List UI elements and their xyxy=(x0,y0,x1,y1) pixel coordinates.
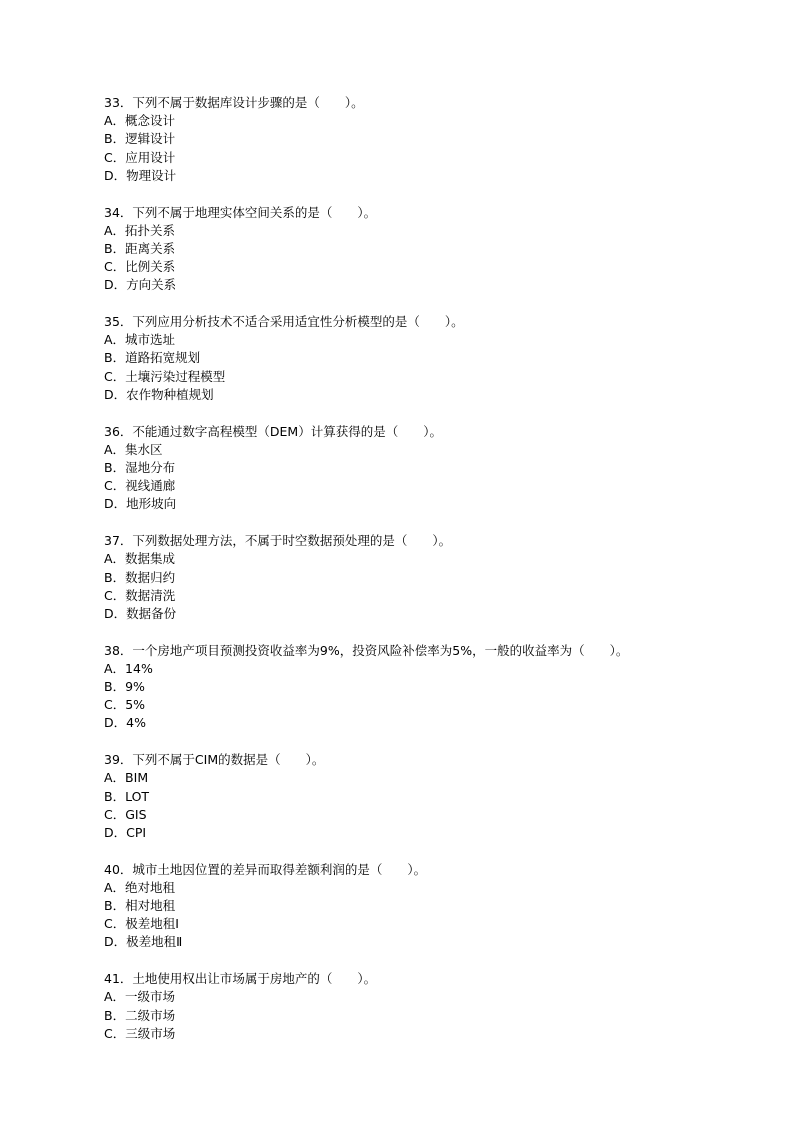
option-a: A．集水区 xyxy=(104,441,163,457)
option-d: D．CPI xyxy=(104,824,147,840)
option-d: D．地形坡向 xyxy=(104,496,177,512)
option-c: C．极差地租Ⅰ xyxy=(104,916,179,932)
option-b: B．相对地租 xyxy=(104,898,176,914)
option-c: C．GIS xyxy=(104,806,147,822)
question-stem: 41．土地使用权出让市场属于房地产的（ ）。 xyxy=(104,971,377,987)
question-37 xyxy=(104,532,764,623)
option-c: C．5% xyxy=(104,697,146,713)
option-a: A．概念设计 xyxy=(104,113,176,129)
option-b: B．数据归约 xyxy=(104,569,176,585)
question-stem: 37．下列数据处理方法，不属于时空数据预处理的是（ ）。 xyxy=(104,533,452,549)
option-a: A．BIM xyxy=(104,770,149,786)
question-40 xyxy=(104,861,764,952)
option-c: C．三级市场 xyxy=(104,1025,176,1041)
option-b: B．逻辑设计 xyxy=(104,131,176,147)
option-b: B．道路拓宽规划 xyxy=(104,350,201,366)
option-c: C．土壤污染过程模型 xyxy=(104,368,226,384)
option-d: D．4% xyxy=(104,715,146,731)
option-a: A．拓扑关系 xyxy=(104,222,176,238)
question-34 xyxy=(104,204,764,295)
exam-page xyxy=(104,94,764,1062)
option-a: A．14% xyxy=(104,660,153,676)
question-39 xyxy=(104,751,764,842)
question-stem: 39．下列不属于CIM的数据是（ ）。 xyxy=(104,752,325,768)
option-d: D．方向关系 xyxy=(104,277,177,293)
option-b: B．LOT xyxy=(104,788,150,804)
option-b: B．9% xyxy=(104,679,145,695)
question-38 xyxy=(104,642,764,733)
question-35 xyxy=(104,313,764,404)
option-b: B．二级市场 xyxy=(104,1007,176,1023)
option-c: C．数据清洗 xyxy=(104,587,176,603)
option-b: B．湿地分布 xyxy=(104,459,176,475)
option-d: D．物理设计 xyxy=(104,167,177,183)
option-a: A．绝对地租 xyxy=(104,879,176,895)
question-stem: 40．城市土地因位置的差异而取得差额利润的是（ ）。 xyxy=(104,861,427,877)
option-d: D．农作物种植规划 xyxy=(104,386,214,402)
option-b: B．距离关系 xyxy=(104,240,176,256)
option-a: A．城市选址 xyxy=(104,332,176,348)
question-stem: 36．不能通过数字高程模型（DEM）计算获得的是（ ）。 xyxy=(104,423,442,439)
option-d: D．数据备份 xyxy=(104,605,177,621)
question-33 xyxy=(104,94,764,185)
option-c: C．视线通廊 xyxy=(104,478,176,494)
question-stem: 35．下列应用分析技术不适合采用适宜性分析模型的是（ ）。 xyxy=(104,314,464,330)
option-c: C．应用设计 xyxy=(104,149,176,165)
question-stem: 33．下列不属于数据库设计步骤的是（ ）。 xyxy=(104,95,364,110)
option-a: A．数据集成 xyxy=(104,551,176,567)
question-41 xyxy=(104,970,764,1043)
question-36 xyxy=(104,423,764,514)
question-stem: 38．一个房地产项目预测投资收益率为9%，投资风险补偿率为5%，一般的收益率为（ ）。 xyxy=(104,642,629,658)
option-a: A．一级市场 xyxy=(104,989,176,1005)
option-d: D．极差地租Ⅱ xyxy=(104,934,183,950)
option-c: C．比例关系 xyxy=(104,259,176,275)
question-stem: 34．下列不属于地理实体空间关系的是（ ）。 xyxy=(104,204,377,220)
